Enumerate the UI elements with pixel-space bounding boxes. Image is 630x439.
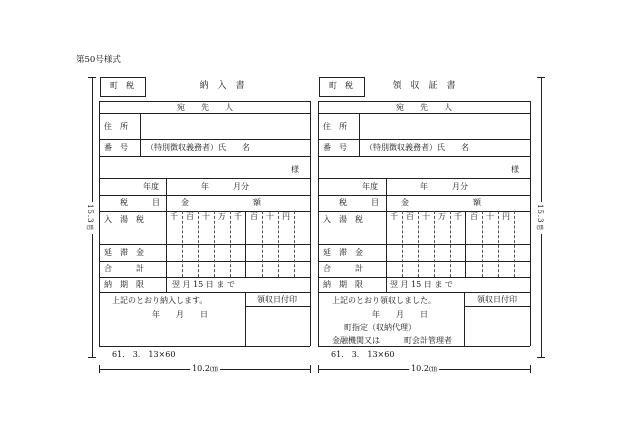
width-dimension: 10.2㎝ <box>192 364 218 373</box>
deadline-label: 納 期 限 <box>104 280 144 289</box>
digit-label: 十 <box>422 212 430 221</box>
addressee-header: 宛 先 人 <box>396 103 452 112</box>
bank-line: 金融機関又は 町会計管理者 <box>332 336 452 345</box>
digit-label: 千 <box>454 212 462 221</box>
width-dimension: 10.2㎝ <box>411 364 437 373</box>
bathing-tax-label: 入 湯 税 <box>323 215 363 224</box>
address-label: 住 所 <box>323 122 347 131</box>
deadline-label: 納 期 限 <box>323 280 363 289</box>
address-label: 住 所 <box>104 122 128 131</box>
digit-label: 百 <box>406 212 414 221</box>
addressee-header: 宛 先 人 <box>177 103 233 112</box>
digit-label: 千 <box>170 212 178 221</box>
footer-code: 61. 3. 13×60 <box>112 350 176 359</box>
digit-label: 円 <box>502 212 510 221</box>
number-label: 番 号 <box>323 143 347 152</box>
tax-item-label: 税 目 <box>339 198 379 207</box>
amount-label: 金 額 <box>401 198 481 207</box>
digit-label: 円 <box>282 212 290 221</box>
digit-label: 百 <box>186 212 194 221</box>
sama-label: 様 <box>291 165 299 174</box>
deadline-value: 翌 月 15 日 ま で <box>390 280 453 289</box>
digit-label: 十 <box>202 212 210 221</box>
receipt-statement: 上記のとおり納入します。 <box>112 296 208 305</box>
tax-type-label: 町 税 <box>110 81 134 90</box>
number-label: 番 号 <box>104 143 128 152</box>
stamp-label: 領収日付印 <box>257 295 297 304</box>
year-month: 年 月分 <box>420 182 468 191</box>
footer-code: 61. 3. 13×60 <box>331 350 395 359</box>
receipt-statement: 上記のとおり領収しました。 <box>332 296 436 305</box>
sama-label: 様 <box>511 165 519 174</box>
digit-label: 十 <box>486 212 494 221</box>
year-month: 年 月分 <box>201 182 249 191</box>
total-label: 合 計 <box>104 264 144 273</box>
height-dimension-left: 15.3㎝ <box>86 204 94 232</box>
year-label: 年度 <box>143 182 159 191</box>
taxpayer-label: （特別徴収義務者）氏 名 <box>365 143 469 152</box>
late-fee-label: 延 滞 金 <box>323 248 363 257</box>
year-label: 年度 <box>362 182 378 191</box>
slip-title: 納 入 書 <box>199 81 245 91</box>
stamp-label: 領収日付印 <box>477 295 517 304</box>
tax-item-label: 税 目 <box>120 198 160 207</box>
date-line: 年 月 日 <box>372 310 428 319</box>
digit-label: 千 <box>234 212 242 221</box>
digit-label: 万 <box>218 212 226 221</box>
height-dimension-right: 15.3㎝ <box>536 204 544 232</box>
digit-label: 百 <box>470 212 478 221</box>
date-line: 年 月 日 <box>152 310 208 319</box>
bathing-tax-label: 入 湯 税 <box>104 215 144 224</box>
digit-label: 十 <box>266 212 274 221</box>
digit-label: 百 <box>250 212 258 221</box>
digit-label: 万 <box>438 212 446 221</box>
late-fee-label: 延 滞 金 <box>104 248 144 257</box>
total-label: 合 計 <box>323 264 363 273</box>
deadline-value: 翌 月 15 日 ま で <box>172 280 235 289</box>
taxpayer-label: （特別徴収義務者）氏 名 <box>146 143 250 152</box>
designation-line: 町指定（収納代理） <box>344 323 416 332</box>
tax-type-label: 町 税 <box>329 81 353 90</box>
amount-label: 金 額 <box>181 198 261 207</box>
digit-label: 千 <box>390 212 398 221</box>
receipt-title: 領 収 証 書 <box>392 81 456 91</box>
form-number: 第50号様式 <box>76 55 121 65</box>
